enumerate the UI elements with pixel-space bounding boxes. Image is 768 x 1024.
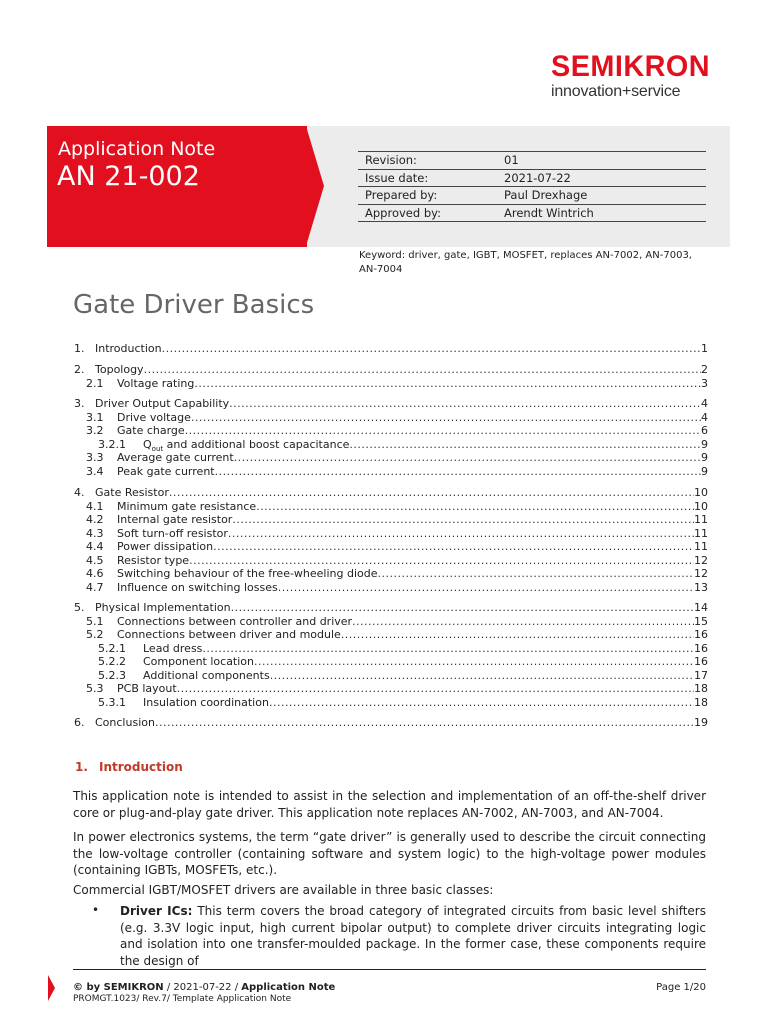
toc-title: Soft turn-off resistor <box>117 527 228 540</box>
toc-number: 5. <box>74 601 85 614</box>
toc-leader-dots <box>177 682 694 696</box>
toc-page-number: 9 <box>701 451 708 464</box>
toc-entry[interactable] <box>86 628 708 642</box>
keyword-line: Keyword: driver, gate, IGBT, MOSFET, replaces AN-7002, AN-7003, AN-7004 <box>359 250 692 275</box>
toc-page-number: 13 <box>694 581 708 594</box>
toc-title: Additional components <box>143 669 270 682</box>
revision-value: 01 <box>497 152 706 170</box>
bullet-item <box>120 903 706 969</box>
toc-page-number: 11 <box>694 540 708 553</box>
toc-title: Gate charge <box>117 424 185 437</box>
toc-entry[interactable] <box>86 500 708 514</box>
toc-title: Power dissipation <box>117 540 214 553</box>
paragraph: In power electronics systems, the term “gate driver” is generally used to describe the circuit connecting the low-voltage controller (containing software and system logic) to the high-voltage power modules (containing IGBTs, MOSFETs, etc.). <box>73 830 706 877</box>
footer-sep: / <box>231 982 242 993</box>
toc-entry[interactable] <box>98 642 708 656</box>
toc-page-number: 4 <box>701 397 708 410</box>
toc-entry[interactable] <box>86 527 708 541</box>
toc-page-number: 17 <box>694 669 708 682</box>
toc-number: 2. <box>74 363 85 376</box>
toc-number: 5.1 <box>86 615 104 628</box>
page-number: Page 1/20 <box>656 982 706 993</box>
toc-title <box>143 438 349 452</box>
footer-sep: / <box>163 982 174 993</box>
toc-title: Drive voltage <box>117 411 191 424</box>
toc-page-number: 19 <box>694 716 708 729</box>
toc-entry[interactable] <box>86 513 708 527</box>
application-note-number: AN 21-002 <box>57 161 200 192</box>
footer-info <box>73 982 335 993</box>
toc-number: 3.2.1 <box>98 438 126 451</box>
toc-entry[interactable] <box>86 581 708 595</box>
toc-leader-dots <box>213 540 694 554</box>
footer-copyright: © by SEMIKRON <box>73 982 164 993</box>
toc-number: 5.2.2 <box>98 655 126 668</box>
toc-entry[interactable] <box>74 397 708 411</box>
toc-entry[interactable] <box>74 601 708 615</box>
toc-title: Conclusion <box>95 716 155 729</box>
approved-by-row <box>358 204 706 222</box>
toc-leader-dots <box>155 716 694 730</box>
toc-entry[interactable] <box>74 342 708 356</box>
toc-number: 5.3.1 <box>98 696 126 709</box>
bullet-body: This term covers the broad category of integrated circuits from basic level shifters (e.g. 3.3V logic input, high current bipolar output) to complete driver circuits integrating logic and isolation into one transfer-moulded package. In the former case, these components require the design of <box>120 904 706 968</box>
header-red-arrow <box>306 126 324 246</box>
toc-page-number: 10 <box>694 486 708 499</box>
toc-page-number: 11 <box>694 527 708 540</box>
revision-table <box>358 151 706 222</box>
bullet-term: Driver ICs: <box>120 904 193 918</box>
toc-entry[interactable] <box>86 451 708 465</box>
toc-title: Topology <box>95 363 144 376</box>
toc-title: PCB layout <box>117 682 177 695</box>
toc-page-number: 9 <box>701 438 708 451</box>
toc-title: Peak gate current <box>117 465 215 478</box>
footer-red-mark <box>48 975 55 1001</box>
toc-title: Voltage rating <box>117 377 195 390</box>
toc-page-number: 6 <box>701 424 708 437</box>
toc-number: 1. <box>74 342 85 355</box>
toc-page-number: 16 <box>694 628 708 641</box>
paragraph: Commercial IGBT/MOSFET drivers are available in three basic classes: <box>73 883 494 897</box>
toc-leader-dots <box>228 527 694 541</box>
toc-page-number: 4 <box>701 411 708 424</box>
toc-number: 3.3 <box>86 451 104 464</box>
toc-title-text: and additional boost capacitance <box>163 438 350 451</box>
toc-number: 4.4 <box>86 540 104 553</box>
toc-title: Connections between driver and module <box>117 628 341 641</box>
toc-number: 4.2 <box>86 513 104 526</box>
toc-entry[interactable] <box>98 655 708 669</box>
paragraph: This application note is intended to assist in the selection and implementation of an off-the-shelf driver core or plug-and-play gate driver. This application note replaces AN-7002, AN-7003, and AN-7004. <box>73 789 706 820</box>
toc-number: 2.1 <box>86 377 104 390</box>
toc-number: 4.5 <box>86 554 104 567</box>
toc-page-number: 12 <box>694 554 708 567</box>
toc-entry[interactable] <box>86 424 708 438</box>
toc-entry[interactable] <box>86 615 708 629</box>
toc-entry[interactable] <box>86 682 708 696</box>
toc-leader-dots <box>185 424 701 438</box>
section-number: 1. <box>75 760 88 774</box>
toc-number: 6. <box>74 716 85 729</box>
toc-leader-dots <box>202 642 694 656</box>
toc-title: Physical Implementation <box>95 601 231 614</box>
application-note-label: Application Note <box>58 138 216 160</box>
toc-title: Minimum gate resistance <box>117 500 257 513</box>
toc-number: 4.7 <box>86 581 104 594</box>
prepared-by-value: Paul Drexhage <box>497 187 706 205</box>
approved-by-value: Arendt Wintrich <box>497 204 706 222</box>
issue-date-row <box>358 169 706 187</box>
toc-entry[interactable] <box>98 669 708 683</box>
document-title: Gate Driver Basics <box>73 290 315 320</box>
toc-title: Component location <box>143 655 255 668</box>
toc-number: 5.2.1 <box>98 642 126 655</box>
prepared-by-key: Prepared by: <box>358 187 497 205</box>
toc-title: Insulation coordination <box>143 696 269 709</box>
toc-entry[interactable] <box>86 411 708 425</box>
issue-date-key: Issue date: <box>358 169 497 187</box>
toc-title: Resistor type <box>117 554 190 567</box>
toc-number: 4.1 <box>86 500 104 513</box>
toc-title: Influence on switching losses <box>117 581 278 594</box>
toc-leader-dots <box>278 581 694 595</box>
section-heading <box>75 760 183 774</box>
logo-brand: SEMIKRON <box>551 50 711 83</box>
toc-leader-dots <box>231 601 694 615</box>
toc-entry[interactable] <box>98 438 708 452</box>
toc-number: 4. <box>74 486 85 499</box>
revision-key: Revision: <box>358 152 497 170</box>
toc-number: 5.2.3 <box>98 669 126 682</box>
toc-page-number: 2 <box>701 363 708 376</box>
toc-title: Average gate current <box>117 451 234 464</box>
toc-page-number: 1 <box>701 342 708 355</box>
toc-entry[interactable] <box>74 363 708 377</box>
toc-page-number: 15 <box>694 615 708 628</box>
toc-leader-dots <box>144 363 701 377</box>
toc-number: 3.2 <box>86 424 104 437</box>
toc-title: Driver Output Capability <box>95 397 230 410</box>
toc-title: Lead dress <box>143 642 203 655</box>
toc-entry[interactable] <box>86 567 708 581</box>
footer-doc-type: Application Note <box>241 982 336 993</box>
toc-title-subscript: out <box>151 445 164 452</box>
toc-number: 4.6 <box>86 567 104 580</box>
toc-leader-dots <box>191 411 701 425</box>
toc-leader-dots <box>256 500 694 514</box>
toc-leader-dots <box>234 451 701 465</box>
bullet-marker: • <box>92 903 100 917</box>
toc-entry[interactable] <box>86 377 708 391</box>
toc-leader-dots <box>189 554 694 568</box>
toc-number: 3. <box>74 397 85 410</box>
revision-row <box>358 152 706 170</box>
toc-title: Switching behaviour of the free-wheeling diode <box>117 567 378 580</box>
toc-title: Internal gate resistor <box>117 513 233 526</box>
toc-leader-dots <box>169 486 694 500</box>
prepared-by-row <box>358 187 706 205</box>
toc-entry[interactable] <box>86 554 708 568</box>
toc-page-number: 16 <box>694 655 708 668</box>
toc-leader-dots <box>341 628 694 642</box>
toc-title: Connections between controller and driver <box>117 615 353 628</box>
toc-leader-dots <box>194 377 701 391</box>
toc-leader-dots <box>162 342 701 356</box>
toc-page-number: 11 <box>694 513 708 526</box>
toc-page-number: 18 <box>694 682 708 695</box>
toc-leader-dots <box>269 696 694 710</box>
toc-page-number: 16 <box>694 642 708 655</box>
toc-number: 3.1 <box>86 411 104 424</box>
toc-leader-dots <box>352 615 694 629</box>
toc-title: Introduction <box>95 342 162 355</box>
toc-leader-dots <box>349 438 701 452</box>
toc-page-number: 18 <box>694 696 708 709</box>
toc-number: 5.2 <box>86 628 104 641</box>
semikron-logo <box>551 52 711 101</box>
section-title: Introduction <box>99 760 183 774</box>
toc-leader-dots <box>378 567 694 581</box>
toc-title: Gate Resistor <box>95 486 169 499</box>
toc-page-number: 9 <box>701 465 708 478</box>
toc-entry[interactable] <box>74 716 708 730</box>
toc-leader-dots <box>254 655 694 669</box>
footer-date: 2021-07-22 <box>173 982 232 993</box>
toc-entry[interactable] <box>86 465 708 479</box>
toc-leader-dots <box>229 397 701 411</box>
logo-tagline: innovation+service <box>551 83 681 100</box>
footer-template: PROMGT.1023/ Rev.7/ Template Application Note <box>73 994 292 1004</box>
toc-entry[interactable] <box>86 540 708 554</box>
toc-leader-dots <box>215 465 701 479</box>
toc-page-number: 3 <box>701 377 708 390</box>
toc-entry[interactable] <box>74 486 708 500</box>
toc-entry[interactable] <box>98 696 708 710</box>
toc-leader-dots <box>270 669 694 683</box>
approved-by-key: Approved by: <box>358 204 497 222</box>
toc-title-symbol: Q <box>143 438 152 451</box>
toc-page-number: 12 <box>694 567 708 580</box>
issue-date-value: 2021-07-22 <box>497 169 706 187</box>
toc-number: 3.4 <box>86 465 104 478</box>
footer-divider <box>73 969 706 970</box>
toc-page-number: 10 <box>694 500 708 513</box>
toc-page-number: 14 <box>694 601 708 614</box>
toc-number: 5.3 <box>86 682 104 695</box>
toc-leader-dots <box>232 513 694 527</box>
toc-number: 4.3 <box>86 527 104 540</box>
